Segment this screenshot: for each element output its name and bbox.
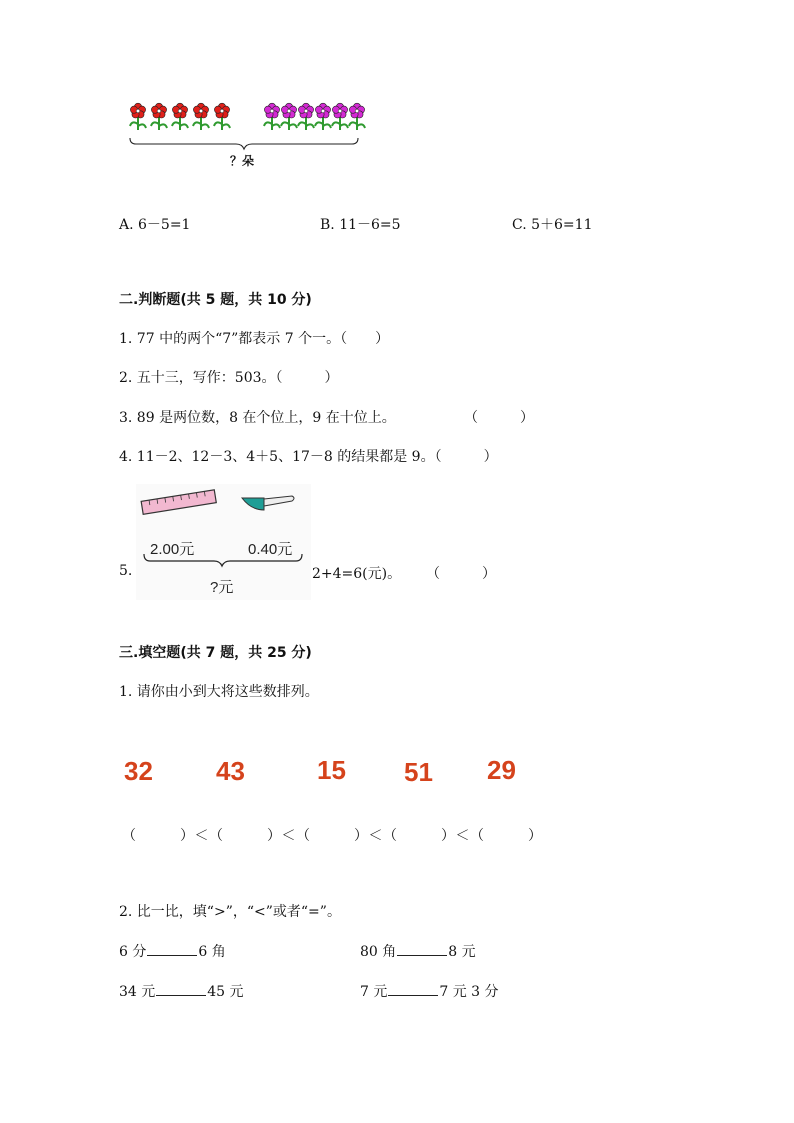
- ruler-price: 2.00元: [150, 541, 195, 558]
- compare-3: [119, 981, 244, 1001]
- judge-q5-paren: （ ）: [426, 566, 496, 582]
- flowers-total-label: ？朵: [230, 154, 255, 168]
- magenta-flower-icon: [298, 103, 314, 130]
- option-b: B. 11－6=5: [320, 217, 401, 233]
- brace: [130, 138, 358, 149]
- compare-3-blank[interactable]: [156, 981, 206, 996]
- knife-icon: [242, 496, 294, 510]
- compare-4-blank[interactable]: [388, 981, 438, 996]
- section2-title: 二.判断题(共 5 题，共 10 分): [119, 292, 312, 308]
- judge-q3: 3. 89 是两位数，8 在个位上，9 在十位上。: [119, 410, 396, 426]
- total-price-label: ?元: [210, 579, 234, 596]
- knife-price: 0.40元: [248, 541, 293, 558]
- red-flower-icon: [151, 103, 167, 130]
- ruler-icon: [141, 490, 216, 514]
- compare-2-blank[interactable]: [397, 941, 447, 956]
- compare-1-left: 6 分: [119, 944, 147, 960]
- fill-q2-prompt: 2. 比一比，填“>”，“<”或者“=”。: [119, 904, 341, 920]
- red-flower-icon: [172, 103, 188, 130]
- compare-4-left: 7 元: [360, 984, 388, 1000]
- compare-1-right: 6 角: [198, 944, 226, 960]
- judge-q4: 4. 11－2、12－3、4＋5、17－8 的结果都是 9。（ ）: [119, 449, 498, 465]
- red-flower-icon: [130, 103, 146, 130]
- judge-q5-number: 5.: [119, 563, 133, 579]
- red-flower-icon: [214, 103, 230, 130]
- number-4: 51: [404, 757, 433, 787]
- magenta-flower-icon: [281, 103, 297, 130]
- judge-q3-paren: （ ）: [464, 410, 534, 426]
- compare-3-left: 34 元: [119, 984, 156, 1000]
- red-flower-icon: [193, 103, 209, 130]
- magenta-flower-icon: [349, 103, 365, 130]
- judge-q2: 2. 五十三，写作：503。（ ）: [119, 370, 339, 386]
- compare-4-right: 7 元 3 分: [439, 984, 499, 1000]
- compare-2: [360, 941, 476, 961]
- number-1: 32: [124, 756, 153, 786]
- magenta-flower-icon: [315, 103, 331, 130]
- number-2: 43: [216, 756, 245, 786]
- number-3: 15: [317, 755, 346, 785]
- judge-q1: 1. 77 中的两个“7”都表示 7 个一。（ ）: [119, 331, 390, 347]
- magenta-flower-icon: [264, 103, 280, 130]
- option-c: C. 5＋6=11: [512, 217, 593, 233]
- ordering-line: （ ）＜（ ）＜（ ）＜（ ）＜（ ）: [122, 828, 543, 844]
- number-5: 29: [487, 755, 516, 785]
- option-a: A. 6－5=1: [119, 217, 191, 233]
- compare-1: [119, 941, 226, 961]
- compare-1-blank[interactable]: [147, 941, 197, 956]
- price-figure: [136, 484, 311, 600]
- judge-q5-statement: 2+4=6(元)。: [312, 566, 402, 582]
- compare-2-right: 8 元: [448, 944, 476, 960]
- compare-4: [360, 981, 499, 1001]
- compare-3-right: 45 元: [207, 984, 244, 1000]
- fill-q1-prompt: 1. 请你由小到大将这些数排列。: [119, 684, 319, 700]
- magenta-flower-icon: [332, 103, 348, 130]
- compare-2-left: 80 角: [360, 944, 397, 960]
- section3-title: 三.填空题(共 7 题，共 25 分): [119, 645, 312, 661]
